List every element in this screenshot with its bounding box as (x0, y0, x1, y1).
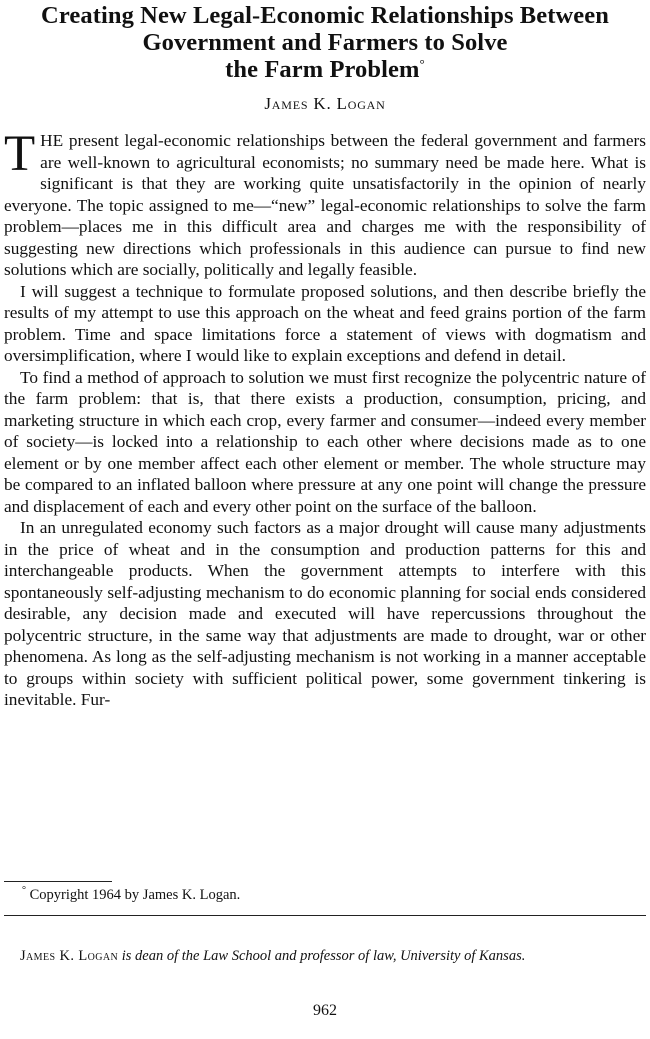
drop-cap: T (4, 126, 36, 182)
article-title-line-1: Creating New Legal-Economic Relationships Between (41, 2, 609, 29)
body-paragraph-3: To find a method of approach to solution we must first recognize the polycentric nature of the farm problem: that is, that there exists a production, consumption, pricing, and marketing structure in which each crop, every farmer and consumer—indeed every member of society—is locked into a relationship to each other where decisions made as to one element or by one member affect each other element or member. The whole structure may be compared to an inflated balloon where pressure at any one point will change the pressure and displacement of each and every other point on the surface of the balloon. (4, 367, 646, 516)
copyright-footnote (22, 886, 642, 905)
article-title-line-3-text: the Farm Problem (225, 56, 420, 83)
body-paragraph-1 (4, 126, 646, 281)
body-paragraph-4: In an unregulated economy such factors as a major drought will cause many adjustments in the price of wheat and in the consumption and production patterns for this and interchangeable products. When the government attempts to interfere with this spontaneously self-adjusting mechanism to do economic planning for social ends considered desirable, any decision made and executed will have repercussions throughout the polycentric structure, in the same way that adjustments are made to drought, war or other phenomena. As long as the self-adjusting mechanism is not working in a manner acceptable to groups within society with sufficient political power, some government tinkering is inevitable. Fur- (4, 518, 646, 709)
bio-divider (4, 915, 646, 916)
footnote-text: Copyright 1964 by James K. Logan. (29, 887, 241, 903)
footnote-mark: ° (22, 885, 26, 897)
article-title (0, 2, 650, 83)
article-author: James K. Logan (264, 94, 386, 113)
page-number: 962 (313, 1002, 337, 1019)
article-body (4, 126, 646, 711)
author-bio (4, 947, 646, 966)
article-title-line-3 (0, 56, 650, 83)
bio-author-name: James K. Logan (20, 948, 119, 964)
title-footnote-mark: ° (419, 55, 425, 71)
article-title-line-2: Government and Farmers to Solve (142, 29, 508, 56)
footnote-divider (4, 881, 112, 882)
body-paragraph-1-text: HE present legal-economic relationships between the federal government and farmers are well-known to agricultural economists; no summary need be made here. What is significant is that they are working quite unsatisfactorily in the opinion of nearly everyone. The topic assigned to me—“new” legal-economic relationships to solve the farm problem—places me in this difficult area and charges me with the responsibility of suggesting new directions which professionals in this audience can pursue to find new solutions which are socially, politically and legally feasible. (4, 131, 646, 279)
bio-description: is dean of the Law School and professor of law, University of Kansas. (121, 948, 526, 964)
body-paragraph-2: I will suggest a technique to formulate proposed solutions, and then describe briefly the results of my attempt to use this approach on the wheat and feed grains portion of the farm problem. Time and space limitations force a statement of views with dogmatism and oversimplification, where I would like to explain exceptions and defend in detail. (4, 281, 646, 365)
